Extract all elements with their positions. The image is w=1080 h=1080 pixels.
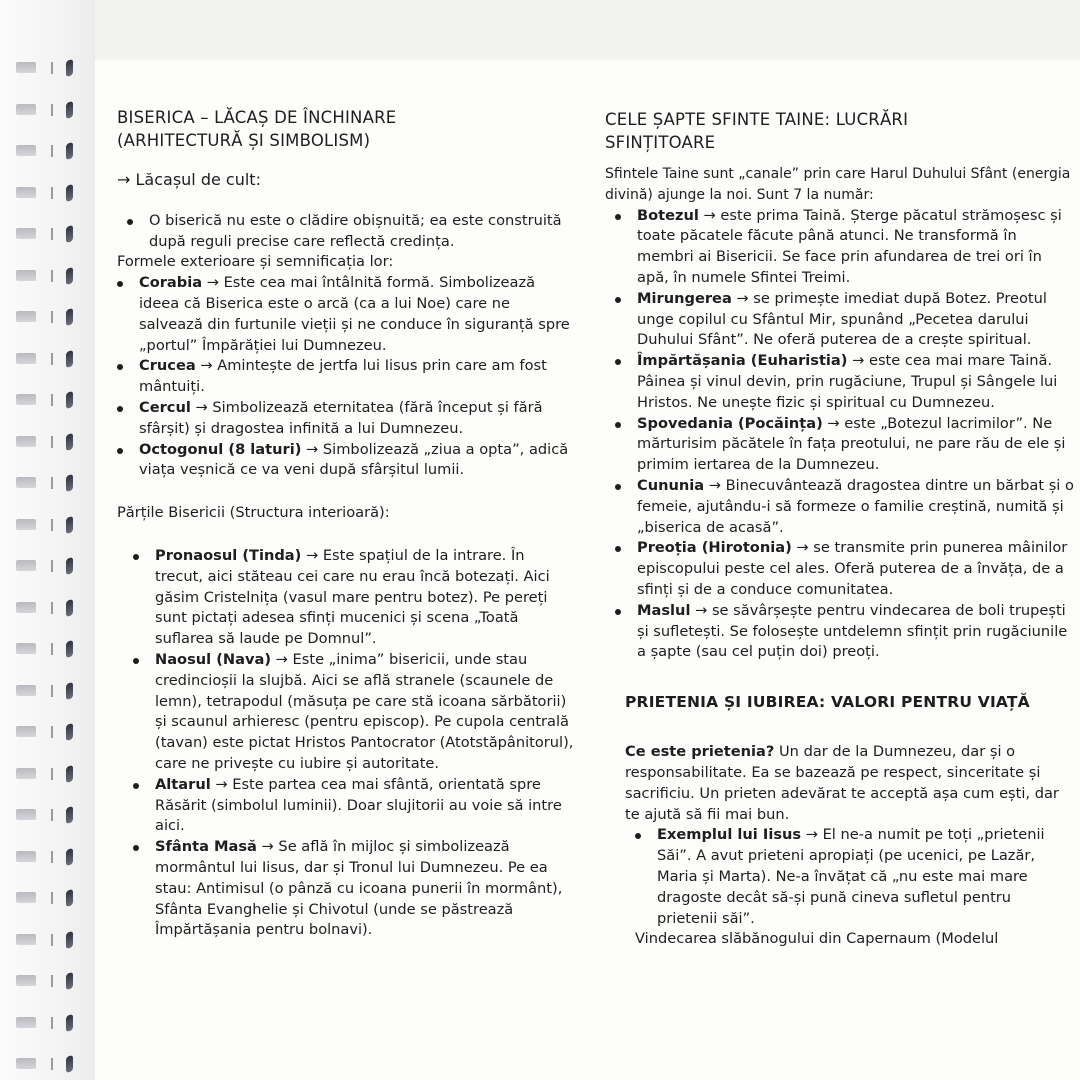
notebook-page bbox=[95, 60, 1080, 1080]
definition: → Este cea mai întâlnită formă. Simbolizează ideea că Biserica este o arcă (ca a lui Noe) care ne salvează din furtunile vieții și ne conduce în siguranță spre „portul” Împărăției lui Dumnezeu. bbox=[139, 274, 570, 354]
term: Sfânta Masă bbox=[155, 838, 257, 856]
binding-ring bbox=[14, 141, 78, 163]
list-item bbox=[123, 650, 577, 775]
definition: → Simbolizează „ziua a opta”, adică viața veșnică ce va veni după sfârșitul lumii. bbox=[139, 440, 569, 479]
list-item bbox=[107, 398, 577, 440]
question: Ce este prietenia? bbox=[625, 743, 775, 761]
binding-ring bbox=[14, 1013, 78, 1035]
place-of-worship-subheading: → Lăcașul de cult: bbox=[117, 170, 261, 189]
church-heading-line2: (ARHITECTURĂ ȘI SIMBOLISM) bbox=[117, 131, 371, 150]
list-item bbox=[605, 351, 1075, 413]
binding-ring bbox=[14, 598, 78, 620]
term: Pronaosul (Tinda) bbox=[155, 546, 302, 564]
list-item bbox=[605, 289, 1075, 351]
sacraments-intro: Sfintele Taine sunt „canale” prin care Harul Duhului Sfânt (energia divină) ajunge la noi. Sunt 7 la număr: bbox=[605, 166, 1071, 203]
intro-list bbox=[117, 211, 577, 253]
sacraments-heading bbox=[605, 108, 1075, 154]
parts-label: Părțile Bisericii (Structura interioară): bbox=[117, 504, 390, 522]
sacraments-heading-line2: SFINȚITOARE bbox=[605, 133, 716, 152]
church-heading bbox=[117, 106, 577, 152]
definition: → este prima Taină. Șterge păcatul strămoșesc și toate păcatele făcute până atunci. Ne transformă în membri ai Bisericii. Se face prin afundarea de trei ori în apă, în numele Sfintei Treimi. bbox=[637, 206, 1062, 286]
cutoff-line: Vindecarea slăbănogului din Capernaum (Modelul bbox=[635, 930, 999, 948]
right-column bbox=[605, 108, 1075, 950]
church-heading-line1: BISERICA – LĂCAȘ DE ÎNCHINARE bbox=[117, 108, 397, 127]
list-item bbox=[123, 775, 577, 837]
definition: → Este „inima” bisericii, unde stau credincioșii la slujbă. Aici se află stranele (scaunele de lemn), tetrapodul (măsuța pe care stă icoana sărbătorii) și scaunul arhieresc (pentru episcop). Pe cupola centrală (tavan) este pictat Hristos Pantocrator (Atotstăpânitorul), care ne privește cu iubire și autoritate. bbox=[155, 650, 574, 772]
term: Spovedania (Pocăința) bbox=[637, 414, 823, 432]
definition: → este cea mai mare Taină. Pâinea și vinul devin, prin rugăciune, Trupul și Sângele lui Hristos. Ne unește fizic și spiritual cu Dumnezeu. bbox=[637, 352, 1058, 411]
term: Altarul bbox=[155, 775, 211, 793]
binding-ring bbox=[14, 473, 78, 495]
definition: → Este spațiul de la intrare. În trecut, aici stăteau cei care nu erau încă botezați. Aici găsim Cristelnița (vasul mare pentru botez). Pe pereți sunt pictați adesea sfinți mucenici și scena „Toată suflarea să laude pe Domnul”. bbox=[155, 546, 550, 648]
definition: → El ne-a numit pe toți „prietenii Săi”. A avut prieteni apropiați (pe ucenici, pe Lazăr, Maria și Marta). Ne-a învățat că „nu este mai mare dragoste decât să-și pună cineva sufletul pentru prietenii săi”. bbox=[657, 826, 1045, 927]
term: Naosul (Nava) bbox=[155, 650, 272, 668]
binding-ring bbox=[14, 266, 78, 288]
binding-ring bbox=[14, 515, 78, 537]
list-item: O biserică nu este o clădire obișnuită; ea este construită după reguli precise care reflectă credința. bbox=[117, 211, 577, 253]
binding-ring bbox=[14, 224, 78, 246]
binding-ring bbox=[14, 764, 78, 786]
spiral-binding bbox=[0, 0, 95, 1080]
list-item bbox=[605, 476, 1075, 538]
list-item bbox=[107, 440, 577, 482]
list-item bbox=[123, 837, 577, 941]
binding-ring bbox=[14, 930, 78, 952]
definition: → este „Botezul lacrimilor”. Ne mărturisim păcătele în fața preotului, ne pare rău de ele și primim iertarea de la Dumnezeu. bbox=[637, 414, 1066, 474]
definition: → se transmite prin punerea mâinilor episcopului peste cel ales. Oferă puterea de a învăța, de a sfinți și de a conduce comunitatea. bbox=[637, 539, 1068, 598]
term: Mirungerea bbox=[637, 289, 732, 307]
list-item bbox=[625, 825, 1075, 929]
term: Împărtășania (Euharistia) bbox=[637, 352, 848, 370]
binding-ring bbox=[14, 307, 78, 329]
definition: → se primește imediat după Botez. Preotul unge copilul cu Sfântul Mir, spunând „Pecetea darului Duhului Sfânt”. Ne oferă puterea de a crește spiritual. bbox=[637, 289, 1047, 349]
term: Octogonul (8 laturi) bbox=[139, 440, 302, 458]
list-item bbox=[605, 414, 1075, 476]
sacraments-heading-line1: CELE ȘAPTE SFINTE TAINE: LUCRĂRI bbox=[605, 110, 909, 129]
answer: Un dar de la Dumnezeu, dar și o responsabilitate. Ea se bazează pe respect, sinceritate și sacrificiu. Un prieten adevărat te acceptă așa cum ești, dar te ajută să fii mai bun. bbox=[625, 743, 1059, 823]
binding-ring bbox=[14, 556, 78, 578]
term: Preoția (Hirotonia) bbox=[637, 539, 792, 557]
left-column bbox=[117, 106, 577, 941]
forms-list bbox=[107, 273, 577, 481]
binding-ring bbox=[14, 58, 78, 80]
list-item bbox=[123, 546, 577, 650]
binding-ring bbox=[14, 432, 78, 454]
list-item bbox=[605, 601, 1075, 663]
binding-ring bbox=[14, 847, 78, 869]
binding-ring bbox=[14, 1054, 78, 1076]
binding-ring bbox=[14, 681, 78, 703]
binding-ring bbox=[14, 722, 78, 744]
definition: → Simbolizează eternitatea (fără început și fără sfârșit) și dragostea infinită a lui Dumnezeu. bbox=[139, 398, 543, 437]
term: Exemplul lui Iisus bbox=[657, 826, 802, 844]
definition: → Se află în mijloc și simbolizează mormântul lui Iisus, dar și Tronul lui Dumnezeu. Pe ea stau: Antimisul (o pânză cu icoana punerii în mormânt), Sfânta Evanghelie și Chivotul (unde se păstrează Împărtășania pentru bolnavi). bbox=[155, 838, 563, 939]
definition: → se săvârșește pentru vindecarea de boli trupești și sufletești. Se folosește untdelemn sfințit prin rugăciunile a șapte (sau cel puțin doi) preoți. bbox=[637, 601, 1068, 661]
list-item bbox=[107, 356, 577, 398]
forms-label: Formele exterioare și semnificația lor: bbox=[117, 253, 394, 271]
list-item bbox=[605, 206, 1075, 289]
binding-ring bbox=[14, 100, 78, 122]
binding-ring bbox=[14, 390, 78, 412]
list-item bbox=[605, 538, 1075, 600]
list-item bbox=[107, 273, 577, 356]
term: Botezul bbox=[637, 206, 699, 224]
term: Corabia bbox=[139, 274, 203, 292]
friendship-heading: PRIETENIA ȘI IUBIREA: VALORI PENTRU VIAȚĂ bbox=[625, 693, 1030, 712]
definition: → Este partea cea mai sfântă, orientată spre Răsărit (simbolul luminii). Doar slujitorii au voie să intre aici. bbox=[155, 775, 562, 835]
binding-ring bbox=[14, 183, 78, 205]
term: Cercul bbox=[139, 398, 191, 416]
term: Cununia bbox=[637, 476, 705, 494]
binding-ring bbox=[14, 639, 78, 661]
binding-ring bbox=[14, 888, 78, 910]
parts-list bbox=[123, 546, 577, 941]
friendship-list bbox=[625, 825, 1075, 929]
friendship-definition bbox=[605, 742, 1075, 825]
sacraments-list bbox=[605, 206, 1075, 664]
definition: → Binecuvântează dragostea dintre un bărbat și o femeie, ajutându-i să formeze o familie creștină, numită și „biserica de acasă”. bbox=[637, 476, 1074, 536]
term: Crucea bbox=[139, 357, 196, 375]
binding-ring bbox=[14, 971, 78, 993]
term: Maslul bbox=[637, 601, 691, 619]
binding-ring bbox=[14, 805, 78, 827]
binding-ring bbox=[14, 349, 78, 371]
definition: → Amintește de jertfa lui Iisus prin care am fost mântuiți. bbox=[139, 357, 547, 396]
